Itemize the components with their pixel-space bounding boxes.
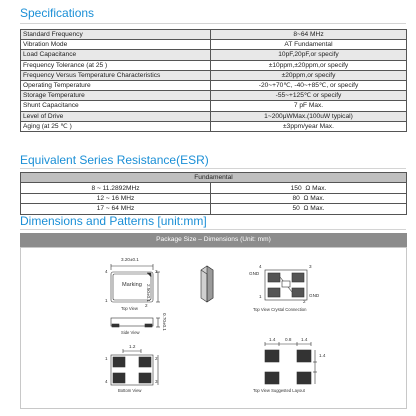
esr-header: Fundamental	[21, 173, 407, 183]
package-drawing	[20, 247, 407, 409]
spec-value: 8~64 MHz	[211, 30, 407, 40]
layout-dimension-center: 0.8	[285, 337, 292, 342]
spec-label: Vibration Mode	[21, 40, 211, 50]
thickness-dimension: 0.70±0.1	[162, 313, 167, 331]
esr-unit: Ω Max.	[303, 205, 325, 213]
specifications-table	[20, 29, 407, 132]
table-row	[21, 111, 407, 121]
spec-label: Frequency Versus Temperature Characteristics	[21, 70, 211, 80]
bottom-pin-3-label: 3	[155, 379, 158, 384]
bottom-pin-4-label: 4	[105, 379, 108, 384]
gnd-label-bottom: GND	[309, 293, 320, 298]
suggested-layout-view	[265, 342, 317, 384]
esr-value: 80	[292, 194, 300, 202]
esr-table	[20, 172, 407, 215]
spec-label: Operating Temperature	[21, 80, 211, 90]
conn-pin-3-label: 3	[309, 264, 312, 269]
esr-resistance	[211, 204, 407, 214]
spec-label: Storage Temperature	[21, 91, 211, 101]
table-row	[21, 60, 407, 70]
spec-value: ±20ppm,or specify	[211, 70, 407, 80]
layout-dimension-left: 1.4	[269, 337, 276, 342]
package-header: Package Size – Dimensions (Unit: mm)	[20, 233, 407, 247]
marking-label: Marking	[122, 282, 142, 288]
crystal-connection-view	[265, 270, 307, 300]
bottom-pin-1-label: 1	[105, 356, 108, 361]
esr-resistance	[211, 193, 407, 203]
layout-dimension-vertical: 1.4	[319, 353, 326, 358]
spec-value: 10pF,20pF,or specify	[211, 50, 407, 60]
pin-2-label: 2	[145, 303, 148, 308]
spec-label: Level of Drive	[21, 111, 211, 121]
esr-divider	[20, 168, 406, 169]
spec-value: ±10ppm,±20ppm,or specify	[211, 60, 407, 70]
table-row	[21, 183, 407, 193]
dimensions-divider	[20, 229, 406, 230]
spec-label: Standard Frequency	[21, 30, 211, 40]
top-view-caption: Top View	[121, 306, 138, 311]
pin-3-label: 3	[155, 269, 158, 274]
esr-unit: Ω Max.	[305, 184, 327, 192]
table-row	[21, 121, 407, 131]
esr-frequency: 8 ~ 11.2892MHz	[21, 183, 211, 193]
bottom-view-package	[111, 349, 158, 385]
gnd-label-top: GND	[249, 271, 260, 276]
esr-frequency: 12 ~ 16 MHz	[21, 193, 211, 203]
spec-value: AT Fundamental	[211, 40, 407, 50]
esr-value: 150	[290, 184, 302, 192]
spec-value: -20~+70℃, -40~+85℃, or specify	[211, 80, 407, 90]
table-row	[21, 70, 407, 80]
specifications-divider	[20, 23, 406, 24]
specifications-title: Specifications	[20, 6, 95, 20]
spec-label: Frequency Tolerance (at 25 )	[21, 60, 211, 70]
spec-value: ±3ppm/year Max.	[211, 121, 407, 131]
layout-dimension-right: 1.4	[301, 337, 308, 342]
esr-resistance	[211, 183, 407, 193]
conn-pin-1-label: 1	[259, 294, 262, 299]
table-row	[21, 204, 407, 214]
bottom-view-caption: Bottom View	[118, 388, 142, 393]
crystal-connection-caption: Top View Crystal Connection	[253, 307, 307, 312]
pin-4-label: 4	[105, 269, 108, 274]
conn-pin-2-label: 2	[303, 299, 306, 304]
pad-gap-dimension: 1.2	[129, 344, 136, 349]
spec-label: Shunt Capacitance	[21, 101, 211, 111]
esr-header-row	[21, 173, 407, 183]
esr-value: 50	[292, 205, 300, 213]
spec-value: 1~200μWMax.(100uW typical)	[211, 111, 407, 121]
side-view-package	[111, 318, 160, 327]
dimensions-title: Dimensions and Patterns [unit:mm]	[20, 214, 207, 228]
table-row	[21, 101, 407, 111]
table-row	[21, 80, 407, 90]
table-row	[21, 193, 407, 203]
table-row	[21, 30, 407, 40]
suggested-layout-caption: Top View Suggested Layout	[253, 388, 305, 393]
conn-pin-4-label: 4	[259, 264, 262, 269]
bottom-pin-2-label: 2	[155, 356, 158, 361]
pin-1-label: 1	[105, 298, 108, 303]
table-row	[21, 91, 407, 101]
spec-label: Aging (at 25 ℃ )	[21, 121, 211, 131]
esr-unit: Ω Max.	[303, 194, 325, 202]
side-view-caption: Side View	[121, 330, 140, 335]
esr-frequency: 17 ~ 64 MHz	[21, 204, 211, 214]
width-dimension: 3.20±0.1	[121, 257, 139, 262]
spec-value: 7 pF Max.	[211, 101, 407, 111]
height-dimension: 2.50±0.1	[146, 284, 151, 302]
table-row	[21, 40, 407, 50]
esr-title: Equivalent Series Resistance(ESR)	[20, 153, 209, 167]
spec-value: -55~+125℃ or specify	[211, 91, 407, 101]
table-row	[21, 50, 407, 60]
perspective-package	[201, 266, 213, 302]
spec-label: Load Capacitance	[21, 50, 211, 60]
package-diagram	[21, 248, 406, 408]
